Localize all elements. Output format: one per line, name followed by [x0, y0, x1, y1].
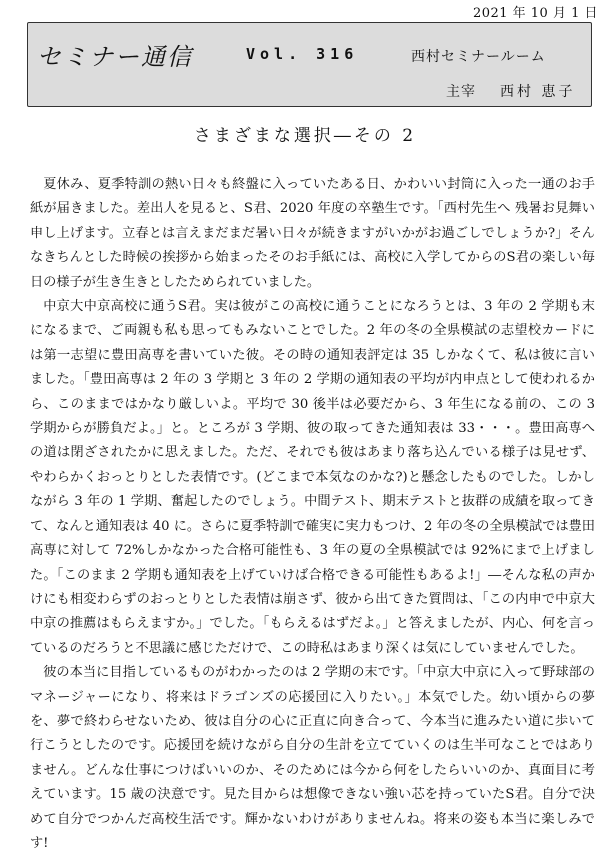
article-paragraph: 夏休み、夏季特訓の熱い日々も終盤に入っていたある日、かわいい封筒に入った一通のお手紙が届きました。差出人を見ると、S君、2020 年度の卒塾生です。「西村先生へ 残暑お見舞い申し上げます。立春とは言えまだまだ暑い日々が続きますがいかがお過ごしでしょうか?」そんなきちんとした時候の挨拶から始まったそのお手紙には、高校に入学してからのS君の楽しい毎日の様子が生き生きとしたためられていました。: [30, 177, 595, 290]
article-title: さまざまな選択―その 2: [193, 126, 417, 146]
leader-name: 西村 恵子: [500, 84, 576, 100]
newsletter-title: セミナー通信: [37, 43, 193, 71]
article-paragraph: 彼の本当に目指しているものがわかったのは 2 学期の末です。「中京大中京に入って野球部のマネージャーになり、将来はドラゴンズの応援団に入りたい。」本気でした。幼い頃からの夢を、夢で終わらせないため、彼は自分の心に正直に向き合って、今本当に進みたい道に歩いて行こうとしたのです。応援団を続けながら自分の生計を立てていくのは生半可なことではありません。どんな仕事につけばいいのか、そのためには今から何をしたらいいのか、真面目に考えています。15 歳の決意です。見た目からは想像できない強い芯を持っていたS君。自分で決めて自分でつかんだ高校生活です。輝かないわけがありませんね。将来の姿も本当に楽しみです!: [30, 665, 595, 851]
newsletter-header: [27, 22, 592, 107]
article-paragraph: 中京大中京高校に通うS君。実は彼がこの高校に通うことになろうとは、3 年の 2 学期も末になるまで、ご両親も私も思ってもみないことでした。2 年の冬の全県模試の志望校カードには第一志望に豊田高専を書いていた彼。その時の通知表評定は 35 しかなくて、私は彼に言いました。「豊田高専は 2 年の 3 学期と 3 年の 2 学期の通知表の平均が内申点として使われるから、このままではかなり厳しいよ。平均で 30 後半は必要だから、3 年生になる前の、この 3 学期からが勝負だよ。」と。ところが 3 学期、彼の取ってきた通知表は 33・・・。豊田高専への道は閉ざされたかに思えました。ただ、それでも彼はあまり落ち込んでいる様子は見せず、やわらかくおっとりとした表情です。(どこまで本気なのかな?)と懸念したものでした。しかしながら 3 年の 1 学期、奮起したのでしょう。中間テスト、期末テストと抜群の成績を取ってきて、なんと通知表は 40 に。さらに夏季特訓で確実に実力もつけ、2 年の冬の全県模試では豊田高専に対して 72%しかなかった合格可能性も、3 年の夏の全県模試では 92%にまで上げました。「このまま 2 学期も通知表を上げていけば合格できる可能性もあるよ!」―そんな私の声かけにも相変わらずのおっとりとした表情は崩さず、彼から出てきた質問は、「この内申で中京大中京の推薦はもらえますか。」でした。「もらえるはずだよ。」と答えましたが、内心、何を言っているのだろうと不思議に感じただけで、この時私はあまり深くは気にしていませんでした。: [30, 299, 595, 656]
organization-name: 西村セミナールーム: [411, 49, 546, 65]
leader-role: 主宰: [446, 84, 476, 100]
volume-number: Vol. 316: [246, 45, 359, 63]
issue-date: 2021 年 10 月 1 日: [472, 6, 598, 21]
article-body: [30, 173, 595, 856]
